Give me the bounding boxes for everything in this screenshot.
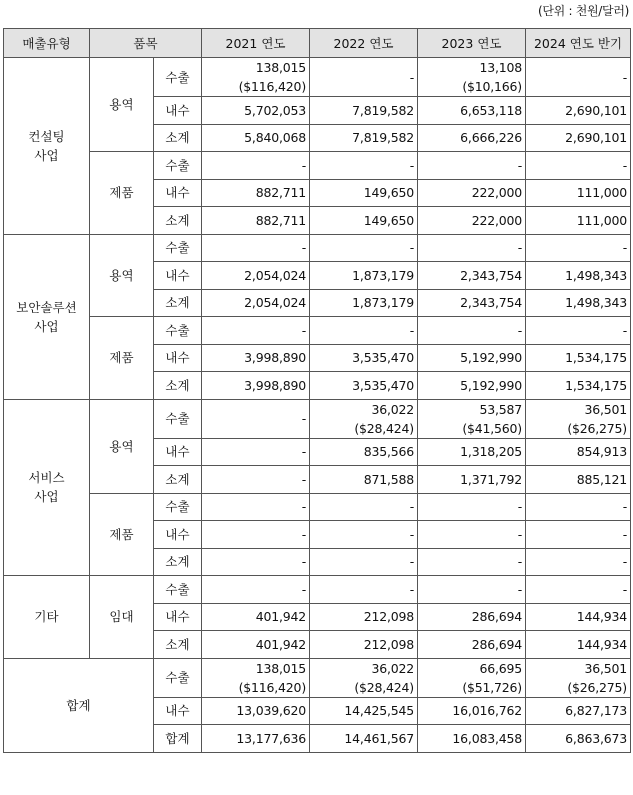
- value-cell: 212,098: [310, 631, 418, 659]
- header-year-2024-half: 2024 연도 반기: [526, 29, 631, 58]
- value-cell: 13,108 ($10,166): [418, 58, 526, 97]
- value-cell: 6,653,118: [418, 97, 526, 125]
- table-row: [4, 58, 631, 97]
- value-cell: 1,318,205: [418, 438, 526, 466]
- value-cell: 871,588: [310, 466, 418, 494]
- value-cell: 2,690,101: [526, 97, 631, 125]
- value-cell: -: [526, 493, 631, 521]
- table-row: [4, 399, 631, 438]
- value-cell: 36,022 ($28,424): [310, 399, 418, 438]
- value-cell: 2,343,754: [418, 262, 526, 290]
- value-cell: 6,863,673: [526, 725, 631, 753]
- value-cell: -: [526, 317, 631, 345]
- value-cell: 1,873,179: [310, 262, 418, 290]
- item-cell: 제품: [90, 152, 154, 235]
- value-cell: 2,054,024: [202, 262, 310, 290]
- value-cell: 138,015 ($116,420): [202, 658, 310, 697]
- value-cell: 401,942: [202, 603, 310, 631]
- value-cell: -: [310, 548, 418, 576]
- value-cell: 3,998,890: [202, 372, 310, 400]
- value-cell: -: [418, 152, 526, 180]
- row-label-cell: 수출: [154, 658, 202, 697]
- value-cell: 13,177,636: [202, 725, 310, 753]
- value-cell: 66,695 ($51,726): [418, 658, 526, 697]
- value-cell: -: [418, 317, 526, 345]
- value-cell: 7,819,582: [310, 124, 418, 152]
- value-cell: -: [310, 521, 418, 549]
- header-year-2022: 2022 연도: [310, 29, 418, 58]
- value-cell: -: [526, 576, 631, 604]
- sales-type-cell: 컨설팅 사업: [4, 58, 90, 235]
- row-label-cell: 내수: [154, 697, 202, 725]
- value-cell: 13,039,620: [202, 697, 310, 725]
- value-cell: -: [310, 152, 418, 180]
- table-row: [4, 576, 631, 604]
- value-cell: 14,425,545: [310, 697, 418, 725]
- table-header-row: [4, 29, 631, 58]
- row-label-cell: 내수: [154, 262, 202, 290]
- item-cell: 제품: [90, 317, 154, 400]
- row-label-cell: 소계: [154, 466, 202, 494]
- value-cell: -: [310, 493, 418, 521]
- item-cell: 제품: [90, 493, 154, 576]
- value-cell: -: [418, 576, 526, 604]
- table-body: [4, 58, 631, 753]
- value-cell: -: [418, 493, 526, 521]
- value-cell: 1,873,179: [310, 289, 418, 317]
- value-cell: -: [418, 548, 526, 576]
- value-cell: 5,840,068: [202, 124, 310, 152]
- total-row: [4, 658, 631, 697]
- value-cell: 885,121: [526, 466, 631, 494]
- row-label-cell: 수출: [154, 493, 202, 521]
- value-cell: 36,022 ($28,424): [310, 658, 418, 697]
- value-cell: 36,501 ($26,275): [526, 399, 631, 438]
- value-cell: -: [202, 317, 310, 345]
- table-row: [4, 152, 631, 180]
- value-cell: 3,535,470: [310, 344, 418, 372]
- row-label-cell: 내수: [154, 344, 202, 372]
- value-cell: 111,000: [526, 207, 631, 235]
- value-cell: 401,942: [202, 631, 310, 659]
- row-label-cell: 수출: [154, 576, 202, 604]
- row-label-cell: 소계: [154, 207, 202, 235]
- table-row: [4, 317, 631, 345]
- value-cell: -: [526, 521, 631, 549]
- unit-label: (단위 : 천원/달러): [537, 4, 629, 18]
- row-label-cell: 소계: [154, 372, 202, 400]
- table-row: [4, 493, 631, 521]
- value-cell: -: [526, 548, 631, 576]
- row-label-cell: 내수: [154, 97, 202, 125]
- value-cell: -: [202, 399, 310, 438]
- value-cell: 1,371,792: [418, 466, 526, 494]
- row-label-cell: 소계: [154, 631, 202, 659]
- value-cell: -: [526, 58, 631, 97]
- value-cell: 2,054,024: [202, 289, 310, 317]
- value-cell: 222,000: [418, 207, 526, 235]
- value-cell: 6,827,173: [526, 697, 631, 725]
- value-cell: -: [310, 576, 418, 604]
- value-cell: -: [202, 152, 310, 180]
- value-cell: 1,534,175: [526, 344, 631, 372]
- item-cell: 임대: [90, 576, 154, 659]
- item-cell: 용역: [90, 234, 154, 317]
- value-cell: 222,000: [418, 179, 526, 207]
- value-cell: 3,535,470: [310, 372, 418, 400]
- header-year-2023: 2023 연도: [418, 29, 526, 58]
- value-cell: 882,711: [202, 207, 310, 235]
- value-cell: -: [202, 466, 310, 494]
- header-year-2021: 2021 연도: [202, 29, 310, 58]
- value-cell: 6,666,226: [418, 124, 526, 152]
- row-label-cell: 수출: [154, 399, 202, 438]
- row-label-cell: 수출: [154, 234, 202, 262]
- value-cell: 3,998,890: [202, 344, 310, 372]
- header-sales-type: 매출유형: [4, 29, 90, 58]
- value-cell: 14,461,567: [310, 725, 418, 753]
- value-cell: -: [418, 234, 526, 262]
- row-label-cell: 내수: [154, 603, 202, 631]
- sales-type-cell: 서비스 사업: [4, 399, 90, 576]
- sales-type-cell: 보안솔루션 사업: [4, 234, 90, 399]
- value-cell: -: [526, 234, 631, 262]
- row-label-cell: 수출: [154, 317, 202, 345]
- value-cell: 5,192,990: [418, 344, 526, 372]
- value-cell: -: [202, 521, 310, 549]
- value-cell: 7,819,582: [310, 97, 418, 125]
- value-cell: -: [418, 521, 526, 549]
- value-cell: 2,343,754: [418, 289, 526, 317]
- value-cell: 2,690,101: [526, 124, 631, 152]
- value-cell: -: [526, 152, 631, 180]
- value-cell: -: [202, 234, 310, 262]
- value-cell: 1,498,343: [526, 262, 631, 290]
- row-label-cell: 소계: [154, 124, 202, 152]
- value-cell: -: [310, 58, 418, 97]
- value-cell: 36,501 ($26,275): [526, 658, 631, 697]
- row-label-cell: 소계: [154, 548, 202, 576]
- row-label-cell: 소계: [154, 289, 202, 317]
- value-cell: 882,711: [202, 179, 310, 207]
- value-cell: -: [310, 317, 418, 345]
- value-cell: 5,192,990: [418, 372, 526, 400]
- total-type-cell: 합계: [4, 658, 154, 752]
- value-cell: 53,587 ($41,560): [418, 399, 526, 438]
- sales-type-cell: 기타: [4, 576, 90, 659]
- value-cell: 286,694: [418, 631, 526, 659]
- value-cell: -: [202, 493, 310, 521]
- value-cell: 144,934: [526, 631, 631, 659]
- value-cell: -: [202, 576, 310, 604]
- value-cell: 835,566: [310, 438, 418, 466]
- value-cell: 1,534,175: [526, 372, 631, 400]
- value-cell: 1,498,343: [526, 289, 631, 317]
- table-row: [4, 234, 631, 262]
- row-label-cell: 내수: [154, 179, 202, 207]
- value-cell: -: [202, 438, 310, 466]
- value-cell: 16,083,458: [418, 725, 526, 753]
- value-cell: 212,098: [310, 603, 418, 631]
- value-cell: -: [202, 548, 310, 576]
- row-label-cell: 수출: [154, 58, 202, 97]
- value-cell: 138,015 ($116,420): [202, 58, 310, 97]
- value-cell: 111,000: [526, 179, 631, 207]
- value-cell: 149,650: [310, 179, 418, 207]
- value-cell: 5,702,053: [202, 97, 310, 125]
- header-item: 품목: [90, 29, 202, 58]
- sales-by-type-table: [3, 28, 631, 753]
- value-cell: 149,650: [310, 207, 418, 235]
- value-cell: 144,934: [526, 603, 631, 631]
- item-cell: 용역: [90, 399, 154, 493]
- value-cell: 854,913: [526, 438, 631, 466]
- value-cell: 286,694: [418, 603, 526, 631]
- value-cell: 16,016,762: [418, 697, 526, 725]
- row-label-cell: 내수: [154, 521, 202, 549]
- row-label-cell: 수출: [154, 152, 202, 180]
- value-cell: -: [310, 234, 418, 262]
- item-cell: 용역: [90, 58, 154, 152]
- row-label-cell: 합계: [154, 725, 202, 753]
- row-label-cell: 내수: [154, 438, 202, 466]
